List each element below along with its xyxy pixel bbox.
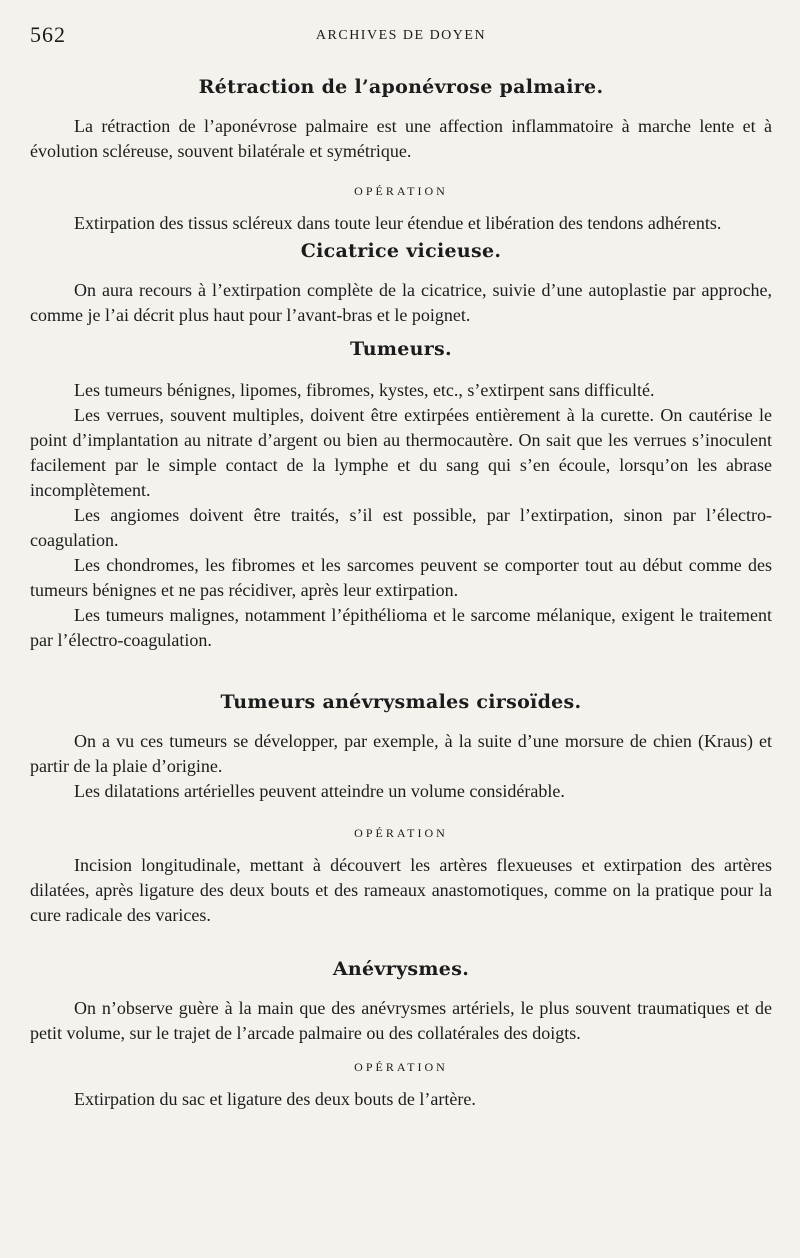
paragraph: On n’observe guère à la main que des anévrysmes artériels, le plus souvent traumatiques et de petit volume, sur le trajet de l’arcade palmaire ou des collatérales des doigts.: [30, 998, 772, 1043]
paragraph: Extirpation du sac et ligature des deux bouts de l’artère.: [74, 1089, 476, 1109]
paragraph: On aura recours à l’extirpation complète de la cicatrice, suivie d’une autoplastie par approche, comme je l’ai décrit plus haut pour l’avant-bras et le poignet.: [30, 280, 772, 325]
section-title-anevrysmes: Anévrysmes.: [332, 958, 470, 980]
paragraph: On a vu ces tumeurs se développer, par exemple, à la suite d’une morsure de chien (Kraus) et partir de la plaie d’origine.: [30, 731, 772, 776]
section-title-cicatrice: Cicatrice vicieuse.: [300, 240, 502, 262]
section-title-retraction: Rétraction de l’aponévrose palmaire.: [198, 76, 604, 98]
paragraph: Les tumeurs bénignes, lipomes, fibromes, kystes, etc., s’extirpent sans difficulté.: [74, 380, 655, 400]
operation-subheading: OPÉRATION: [354, 1060, 448, 1074]
paragraph: Les verrues, souvent multiples, doivent être extirpées entièrement à la curette. On cautérise le point d’implantation au nitrate d’argent ou bien au thermocautère. On sait que les verrues s’inoculent facilement par le simple contact de la lymphe et du sang qui s’en écoule, lorsqu’on les abrase incomplètement.: [30, 405, 772, 500]
journal-title: ARCHIVES DE DOYEN: [315, 28, 487, 43]
paragraph: Les dilatations artérielles peuvent atteindre un volume considérable.: [74, 781, 565, 801]
paragraph: La rétraction de l’aponévrose palmaire est une affection inflammatoire à marche lente et à évolution scléreuse, souvent bilatérale et symétrique.: [30, 116, 772, 161]
page-number: 562: [30, 22, 66, 47]
operation-subheading: OPÉRATION: [354, 826, 448, 840]
section-title-tumeurs: Tumeurs.: [350, 338, 452, 360]
paragraph: Incision longitudinale, mettant à découvert les artères flexueuses et extirpation des artères dilatées, après ligature des deux bouts et des rameaux anastomotiques, comme on la pratique pour la cure radicale des varices.: [30, 855, 772, 925]
paragraph: Les tumeurs malignes, notamment l’épithélioma et le sarcome mélanique, exigent le traitement par l’électro-coagulation.: [30, 605, 772, 650]
paragraph: Les chondromes, les fibromes et les sarcomes peuvent se comporter tout au début comme des tumeurs bénignes et ne pas récidiver, après leur extirpation.: [30, 555, 772, 600]
section-title-aneurysmal: Tumeurs anévrysmales cirsoïdes.: [220, 691, 582, 713]
running-head: [30, 18, 772, 46]
paragraph: Les angiomes doivent être traités, s’il est possible, par l’extirpation, sinon par l’électro-coagulation.: [30, 505, 772, 550]
operation-subheading: OPÉRATION: [354, 184, 448, 198]
paragraph: Extirpation des tissus scléreux dans toute leur étendue et libération des tendons adhérents.: [74, 213, 722, 233]
